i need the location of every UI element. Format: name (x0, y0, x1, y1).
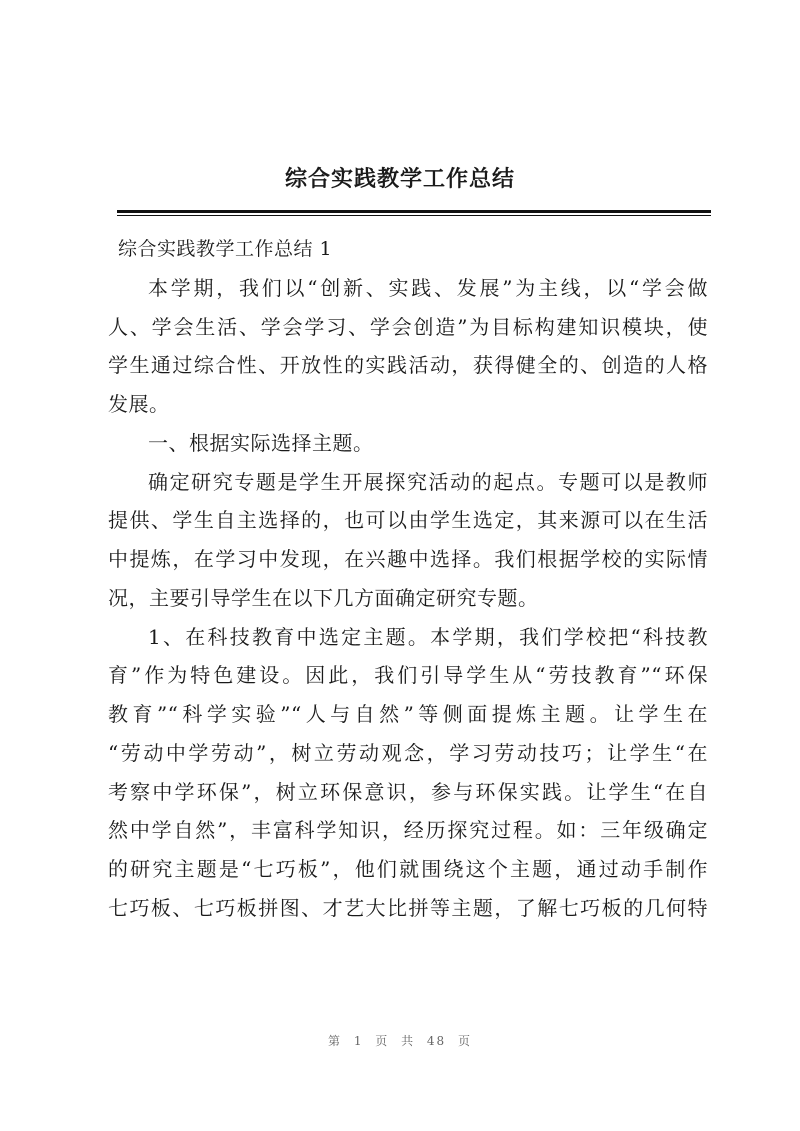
text-line: 提供、学生自主选择的，也可以由学生选定，其来源可以在生活 (108, 508, 708, 533)
text-line: 七巧板、七巧板拼图、才艺大比拼等主题，了解七巧板的几何特 (108, 895, 708, 920)
text-line: 况，主要引导学生在以下几方面确定研究专题。 (108, 585, 539, 610)
text-line: 中提炼，在学习中发现，在兴趣中选择。我们根据学校的实际情 (108, 547, 708, 571)
text-line: 本学期，我们以“创新、实践、发展”为主线，以“学会做 (148, 275, 708, 300)
text-line: 的研究主题是“七巧板”，他们就围绕这个主题，通过动手制作 (108, 857, 708, 881)
text-line: 1、在科技教育中选定主题。本学期，我们学校把“科技教 (148, 624, 708, 649)
text-line: “劳动中学劳动”，树立劳动观念，学习劳动技巧；让学生“在 (108, 740, 708, 765)
text-line: 发展。 (108, 392, 170, 416)
document-title: 综合实践教学工作总结 (284, 167, 515, 192)
text-line: 然中学自然”，丰富科学知识，经历探究过程。如：三年级确定 (108, 818, 708, 843)
text-line: 确定研究专题是学生开展探究活动的起点。专题可以是教师 (148, 469, 708, 494)
title-divider-thin (117, 215, 711, 216)
text-line: 人、学会生活、学会学习、学会创造”为目标构建知识模块，使 (108, 314, 708, 339)
text-line: 教育”“科学实验”“人与自然”等侧面提炼主题。让学生在 (108, 702, 708, 726)
text-line: 一、根据实际选择主题。 (148, 430, 374, 455)
text-line: 学生通过综合性、开放性的实践活动，获得健全的、创造的人格 (108, 353, 708, 378)
text-line: 考察中学环保”，树立环保意识，参与环保实践。让学生“在自 (108, 779, 708, 804)
page-footer: 第 1 页 共 48 页 (328, 1034, 472, 1048)
title-divider-thick (117, 210, 711, 213)
text-line: 育”作为特色建设。因此，我们引导学生从“劳技教育”“环保 (108, 663, 708, 688)
section-subtitle: 综合实践教学工作总结 1 (118, 238, 333, 260)
document-body (108, 230, 708, 928)
